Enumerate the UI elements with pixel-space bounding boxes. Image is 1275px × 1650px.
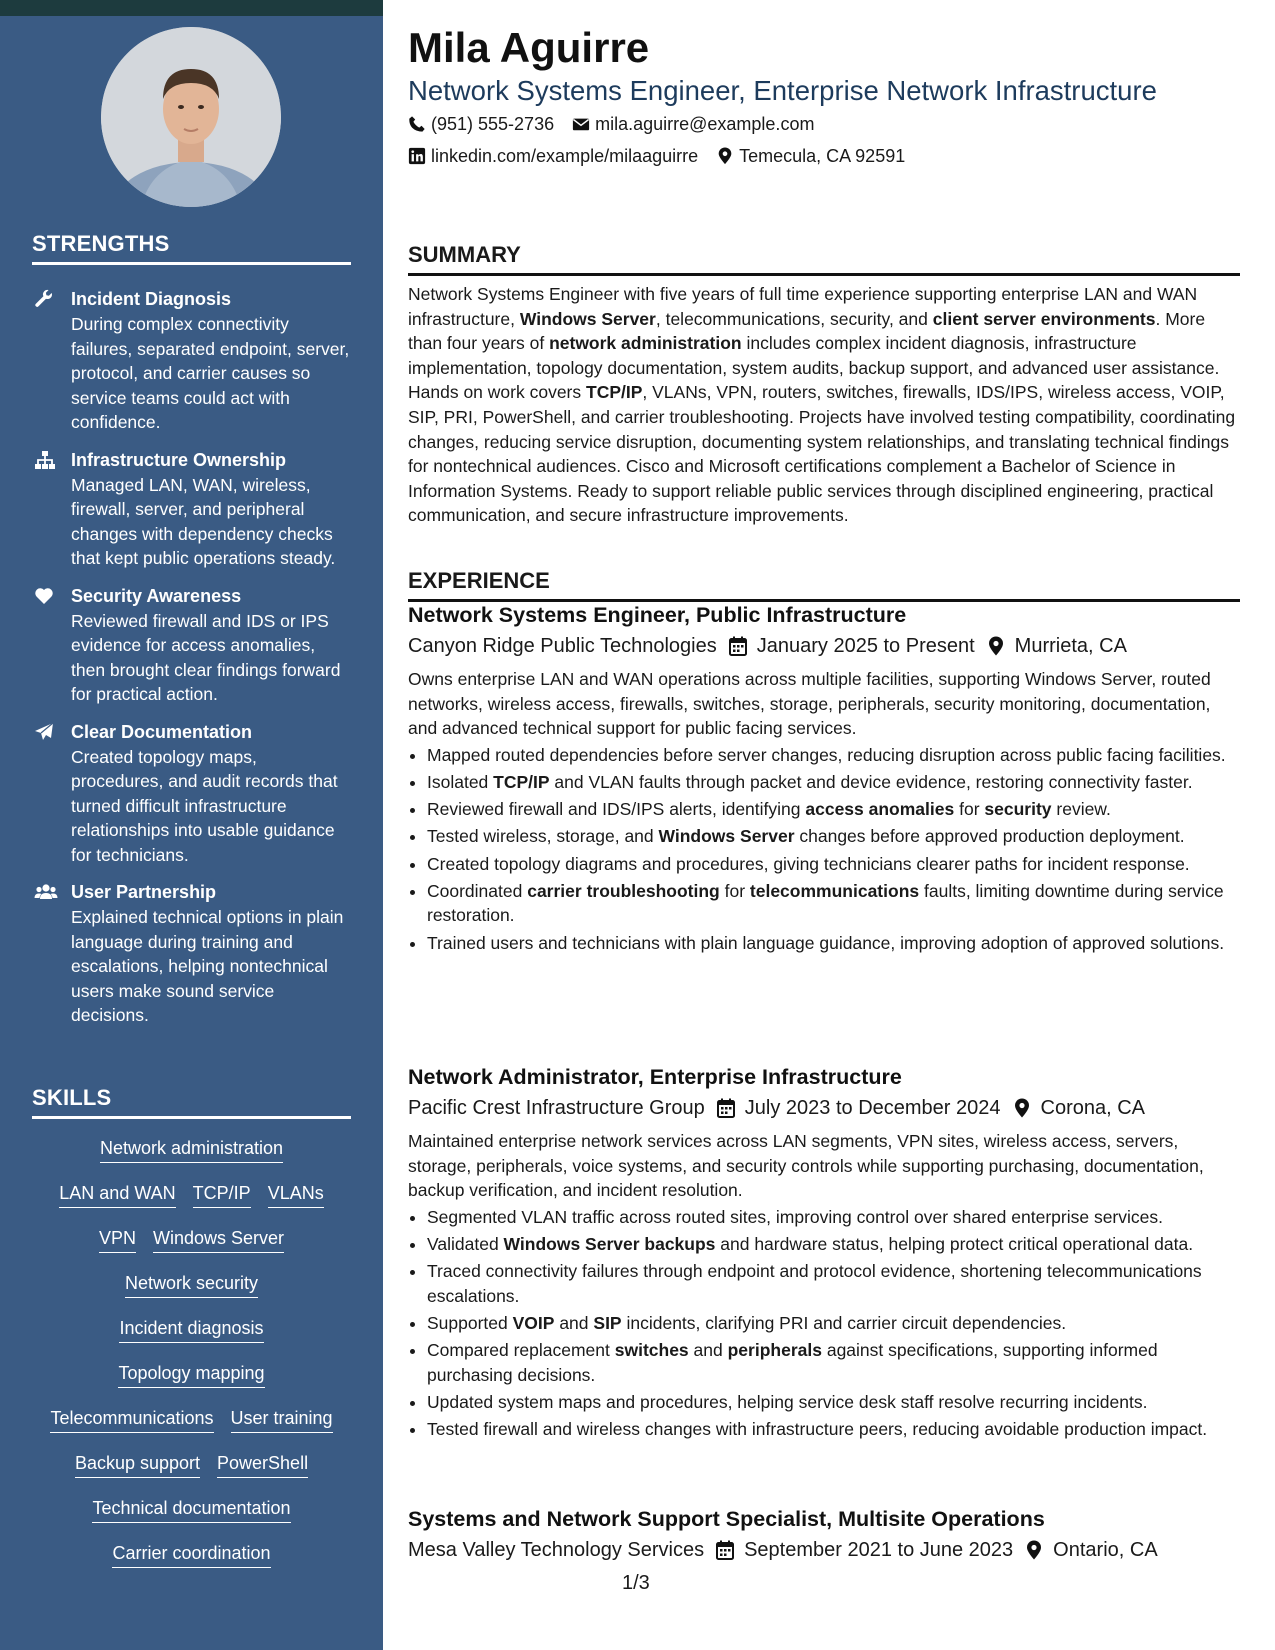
job-description: Maintained enterprise network services across LAN segments, VPN sites, wireless access, servers, storage, peripherals, voice systems, and security controls while supporting purchasing, documentation, backup verification, and incident resolution. bbox=[408, 1131, 1204, 1201]
text-run: Network Systems Engineer with five years of full time experience supporting enterprise LAN and WAN infrastructure, bbox=[408, 284, 1198, 329]
skill-tag: User training bbox=[231, 1406, 333, 1433]
bullet-item bbox=[427, 743, 1240, 768]
bullet-item bbox=[427, 824, 1240, 849]
text-run: Compared replacement bbox=[427, 1340, 615, 1361]
skill-tag: VPN bbox=[99, 1226, 136, 1253]
bold-text: Windows Server backups bbox=[503, 1233, 716, 1254]
bold-text: SIP bbox=[593, 1312, 622, 1333]
candidate-name: Mila Aguirre bbox=[408, 24, 650, 71]
skill-row bbox=[32, 1316, 351, 1361]
strength-title: Incident Diagnosis bbox=[71, 289, 232, 309]
envelope-icon bbox=[572, 115, 590, 133]
location-text: Murrieta, CA bbox=[1014, 635, 1127, 657]
bullet-item bbox=[427, 931, 1240, 956]
sitemap-icon bbox=[34, 450, 54, 470]
bold-text: switches bbox=[614, 1340, 689, 1361]
map-pin-icon bbox=[1025, 1540, 1043, 1560]
phone-icon bbox=[408, 115, 426, 133]
users-icon bbox=[34, 882, 54, 902]
text-run: review. bbox=[1051, 799, 1111, 820]
text-run: Segmented VLAN traffic across routed sites, improving control over shared enterprise services. bbox=[427, 1206, 1163, 1227]
text-run: Isolated bbox=[427, 771, 494, 792]
text-run: Tested wireless, storage, and bbox=[427, 826, 659, 847]
job-description: Owns enterprise LAN and WAN operations across multiple facilities, supporting Windows Server, routed networks, wireless access, firewalls, switches, storage, peripherals, security monitoring, documentation, and advanced technical support for public facing services. bbox=[408, 669, 1211, 739]
company-name: Canyon Ridge Public Technologies bbox=[408, 635, 717, 657]
linkedin-url[interactable]: linkedin.com/example/milaaguirre bbox=[431, 146, 699, 166]
bold-text: Windows Server bbox=[519, 308, 656, 329]
job-dates bbox=[717, 1092, 1001, 1124]
job-bullets bbox=[408, 743, 1240, 955]
text-run: for bbox=[719, 880, 750, 901]
strength-description: Managed LAN, WAN, wireless, firewall, server, and peripheral changes with dependency checks that kept public operations steady. bbox=[71, 474, 336, 568]
skill-row bbox=[32, 1271, 351, 1316]
bullet-item bbox=[427, 1232, 1240, 1257]
text-run: against specifications, supporting informed purchasing decisions. bbox=[427, 1340, 1158, 1385]
skill-row bbox=[32, 1361, 351, 1406]
skill-row bbox=[32, 1541, 351, 1586]
map-pin-icon bbox=[716, 147, 734, 165]
skill-tag: Network administration bbox=[100, 1136, 283, 1163]
skill-row bbox=[32, 1181, 351, 1226]
text-run: . More than four years of bbox=[408, 308, 1206, 354]
strength-item bbox=[32, 584, 352, 707]
text-run: includes complex incident diagnosis, infrastructure implementation, topology documentation, system audits, backup support, and advanced user assistance. Hands on work covers bbox=[408, 333, 1220, 403]
job-entry bbox=[408, 601, 1240, 958]
sidebar-top-bar bbox=[0, 0, 383, 16]
heart-icon bbox=[34, 586, 54, 606]
skill-tag: Carrier coordination bbox=[112, 1541, 270, 1568]
strength-description: Explained technical options in plain language during training and escalations, helping nontechnical users make sound service decisions. bbox=[71, 907, 344, 1025]
skill-tag: VLANs bbox=[268, 1181, 324, 1208]
phone-number[interactable]: (951) 555-2736 bbox=[431, 114, 555, 134]
skill-tag: LAN and WAN bbox=[59, 1181, 175, 1208]
text-run: Trained users and technicians with plain language guidance, improving adoption of approved solutions. bbox=[427, 932, 1225, 953]
summary-text bbox=[408, 282, 1240, 528]
skill-tag: Incident diagnosis bbox=[119, 1316, 263, 1343]
location-contact bbox=[716, 144, 905, 168]
skills-heading: SKILLS bbox=[32, 1085, 351, 1119]
job-title: Network Administrator, Enterprise Infrastructure bbox=[408, 1065, 902, 1089]
strength-description: Created topology maps, procedures, and audit records that turned difficult infrastructure relationships into usable guidance for technicians. bbox=[71, 746, 338, 865]
bullet-item bbox=[427, 879, 1240, 928]
job-location bbox=[1025, 1534, 1157, 1566]
bullet-item bbox=[427, 1311, 1240, 1336]
linkedin-contact bbox=[408, 144, 698, 168]
text-run: Supported bbox=[427, 1312, 513, 1333]
candidate-headline: Network Systems Engineer, Enterprise Network Infrastructure bbox=[408, 75, 1157, 106]
bold-text: VOIP bbox=[512, 1312, 555, 1333]
bullet-item bbox=[427, 1417, 1240, 1442]
skill-tag: Windows Server bbox=[153, 1226, 284, 1253]
text-run: Reviewed firewall and IDS/IPS alerts, identifying bbox=[427, 799, 806, 820]
bold-text: network administration bbox=[549, 333, 742, 354]
text-run: Validated bbox=[427, 1233, 504, 1254]
bold-text: Windows Server bbox=[658, 826, 795, 847]
strength-title: Security Awareness bbox=[71, 585, 242, 606]
strength-item bbox=[32, 880, 352, 1028]
dates-text: September 2021 to June 2023 bbox=[744, 1539, 1014, 1561]
job-location bbox=[987, 630, 1127, 662]
contact-line-1 bbox=[408, 112, 814, 136]
bold-text: TCP/IP bbox=[493, 771, 550, 792]
job-bullets bbox=[408, 1205, 1240, 1442]
text-run: , VLANs, VPN, routers, switches, firewalls, IDS/IPS, wireless access, VOIP, SIP, PRI, PowerShell, and carrier troubleshooting. Projects have involved testing compatibility, coordinating changes, reducing service disruption, documenting system relationships, and translating technical findings for nontechnical audiences. Cisco and Microsoft certifications complement a Bachelor of Science in Information Systems. Ready to support reliable public services through disciplined engineering, practical communication, and secure infrastructure improvements. bbox=[408, 382, 1236, 526]
strength-description: During complex connectivity failures, separated endpoint, server, protocol, and carrier causes so service teams could act with confidence. bbox=[71, 314, 350, 432]
wrench-icon bbox=[34, 289, 54, 309]
text-run: Traced connectivity failures through endpoint and protocol evidence, shortening telecommunications escalations. bbox=[427, 1261, 1202, 1306]
bold-text: TCP/IP bbox=[586, 382, 643, 403]
text-run: and VLAN faults through packet and device evidence, restoring connectivity faster. bbox=[549, 771, 1193, 792]
phone-contact bbox=[408, 112, 554, 136]
skill-row bbox=[32, 1451, 351, 1496]
skill-tag: Technical documentation bbox=[92, 1496, 290, 1523]
job-entry bbox=[408, 1063, 1240, 1444]
strength-title: User Partnership bbox=[71, 882, 217, 902]
bold-text: telecommunications bbox=[749, 880, 920, 901]
calendar-icon bbox=[716, 1540, 734, 1560]
text-run: Coordinated bbox=[427, 880, 528, 901]
experience-heading: EXPERIENCE bbox=[408, 568, 1240, 602]
bold-text: client server environments bbox=[932, 308, 1156, 329]
bold-text: access anomalies bbox=[805, 799, 955, 820]
map-pin-icon bbox=[1013, 1098, 1031, 1118]
skill-tag: PowerShell bbox=[217, 1451, 308, 1478]
dates-text: January 2025 to Present bbox=[756, 635, 975, 657]
email-address[interactable]: mila.aguirre@example.com bbox=[595, 114, 815, 134]
skill-row bbox=[32, 1496, 351, 1541]
strengths-heading: STRENGTHS bbox=[32, 231, 351, 265]
text-run: Tested firewall and wireless changes with infrastructure peers, reducing avoidable production impact. bbox=[427, 1419, 1208, 1440]
linkedin-icon bbox=[408, 147, 426, 165]
text-run: , telecommunications, security, and bbox=[655, 308, 933, 329]
job-entry bbox=[408, 1505, 1240, 1566]
strength-item bbox=[32, 720, 352, 868]
job-dates bbox=[716, 1534, 1013, 1566]
company-name: Mesa Valley Technology Services bbox=[408, 1539, 705, 1561]
strength-item bbox=[32, 448, 352, 571]
bold-text: peripherals bbox=[727, 1340, 822, 1361]
text-run: changes before approved production deployment. bbox=[794, 826, 1185, 847]
bullet-item bbox=[427, 797, 1240, 822]
text-run: and hardware status, helping protect critical operational data. bbox=[715, 1233, 1194, 1254]
paper-plane-icon bbox=[34, 722, 54, 742]
bullet-item bbox=[427, 770, 1240, 795]
text-run: Updated system maps and procedures, helping service desk staff resolve recurring incidents. bbox=[427, 1391, 1148, 1412]
strength-title: Infrastructure Ownership bbox=[71, 449, 287, 470]
page-number: 1/3 bbox=[622, 1572, 650, 1594]
sidebar bbox=[0, 0, 383, 1650]
strength-title: Clear Documentation bbox=[71, 721, 253, 742]
text-run: and bbox=[688, 1340, 728, 1361]
skill-tag: Topology mapping bbox=[118, 1361, 264, 1388]
bullet-item bbox=[427, 852, 1240, 877]
bullet-item bbox=[427, 1338, 1240, 1387]
profile-photo bbox=[101, 27, 281, 207]
skill-tag: TCP/IP bbox=[193, 1181, 251, 1208]
job-meta bbox=[408, 630, 1240, 662]
strength-description: Reviewed firewall and IDS or IPS evidence for access anomalies, then brought clear findings forward for practical action. bbox=[71, 610, 341, 704]
company-name: Pacific Crest Infrastructure Group bbox=[408, 1097, 705, 1119]
strength-item bbox=[32, 287, 352, 435]
calendar-icon bbox=[717, 1098, 735, 1118]
skills-list bbox=[32, 1136, 351, 1586]
email-contact bbox=[572, 112, 814, 136]
job-dates bbox=[729, 630, 975, 662]
text-run: Created topology diagrams and procedures, giving technicians clearer paths for incident response. bbox=[427, 853, 1190, 874]
bold-text: security bbox=[984, 799, 1052, 820]
dates-text: July 2023 to December 2024 bbox=[744, 1097, 1001, 1119]
text-run: incidents, clarifying PRI and carrier circuit dependencies. bbox=[621, 1312, 1067, 1333]
job-location bbox=[1013, 1092, 1146, 1124]
skill-row bbox=[32, 1226, 351, 1271]
location-text: Ontario, CA bbox=[1053, 1539, 1158, 1561]
contact-line-2 bbox=[408, 144, 905, 168]
skill-tag: Network security bbox=[125, 1271, 258, 1298]
skill-row bbox=[32, 1406, 351, 1451]
text-run: for bbox=[954, 799, 985, 820]
text-run: faults, limiting downtime during service restoration. bbox=[427, 880, 1224, 926]
skill-row bbox=[32, 1136, 351, 1181]
location-text: Corona, CA bbox=[1040, 1097, 1145, 1119]
strengths-list bbox=[32, 287, 352, 1041]
bullet-item bbox=[427, 1390, 1240, 1415]
job-title: Systems and Network Support Specialist, Multisite Operations bbox=[408, 1507, 1045, 1531]
location-text: Temecula, CA 92591 bbox=[739, 146, 906, 166]
summary-heading: SUMMARY bbox=[408, 242, 1240, 276]
job-meta bbox=[408, 1534, 1240, 1566]
skill-tag: Telecommunications bbox=[50, 1406, 213, 1433]
job-title: Network Systems Engineer, Public Infrastructure bbox=[408, 603, 907, 627]
text-run: Mapped routed dependencies before server changes, reducing disruption across public facing facilities. bbox=[427, 744, 1226, 765]
bullet-item bbox=[427, 1205, 1240, 1230]
bold-text: carrier troubleshooting bbox=[527, 880, 720, 901]
text-run: and bbox=[554, 1312, 594, 1333]
calendar-icon bbox=[729, 636, 747, 656]
map-pin-icon bbox=[987, 636, 1005, 656]
skill-tag: Backup support bbox=[75, 1451, 200, 1478]
bullet-item bbox=[427, 1259, 1240, 1308]
job-meta bbox=[408, 1092, 1240, 1124]
